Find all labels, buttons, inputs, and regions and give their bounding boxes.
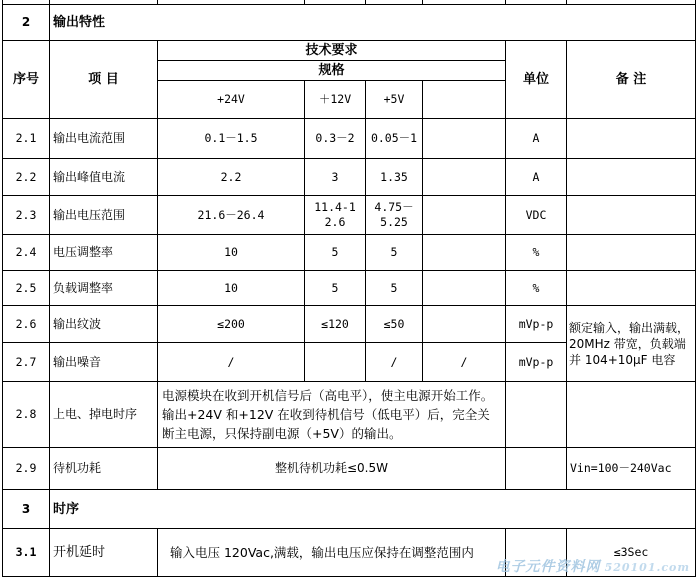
table-row — [3, 235, 696, 271]
table-row — [3, 382, 696, 448]
standby-power-spec: 整机待机功耗≤0.5W — [158, 448, 506, 490]
value-24v: ≤200 — [158, 306, 305, 343]
spec-table — [2, 0, 696, 577]
value-5v: 4.75－5.25 — [366, 196, 423, 235]
value-extra: / — [423, 343, 506, 382]
value-24v: 0.1－1.5 — [158, 119, 305, 159]
row-unit: VDC — [506, 196, 567, 235]
value-empty — [423, 271, 506, 306]
row-number: 2.7 — [3, 343, 50, 382]
value-12v: 5 — [305, 235, 366, 271]
header-spec: 规格 — [158, 61, 506, 81]
startup-delay-description: 输入电压 120Vac,满载，输出电压应保持在调整范围内 — [158, 529, 506, 577]
value-empty — [423, 159, 506, 196]
ripple-noise-remark: 额定输入，输出满载，20MHz 带宽，负载端并 104+10μF 电容 — [567, 306, 696, 382]
value-12v: 3 — [305, 159, 366, 196]
value-5v: 1.35 — [366, 159, 423, 196]
value-empty — [423, 196, 506, 235]
row-number: 2.2 — [3, 159, 50, 196]
row-item: 输出纹波 — [50, 306, 158, 343]
section-title: 时序 — [50, 490, 696, 529]
value-empty — [423, 306, 506, 343]
row-item: 输出噪音 — [50, 343, 158, 382]
row-remark — [567, 119, 696, 159]
row-item: 负载调整率 — [50, 271, 158, 306]
value-12v: 11.4-12.6 — [305, 196, 366, 235]
row-unit: A — [506, 119, 567, 159]
header-tech: 技术要求 — [158, 41, 506, 61]
row-unit: mVp-p — [506, 306, 567, 343]
table-row — [3, 306, 696, 343]
row-item: 待机功耗 — [50, 448, 158, 490]
value-24v: / — [158, 343, 305, 382]
row-number: 2.8 — [3, 382, 50, 448]
row-item: 输出电压范围 — [50, 196, 158, 235]
row-remark — [567, 271, 696, 306]
row-unit: mVp-p — [506, 343, 567, 382]
row-unit: A — [506, 159, 567, 196]
value-12v: 0.3－2 — [305, 119, 366, 159]
header-unit: 单位 — [506, 41, 567, 119]
header-row-1 — [3, 41, 696, 61]
row-remark — [567, 196, 696, 235]
value-12v — [305, 343, 366, 382]
row-remark — [567, 235, 696, 271]
timing-description: 电源模块在收到开机信号后（高电平），使主电源开始工作。输出+24V 和+12V 在收到待机信号（低电平）后，完全关断主电源，只保持副电源（+5V）的输出。 — [158, 382, 506, 448]
row-unit: % — [506, 271, 567, 306]
row-number: 2.3 — [3, 196, 50, 235]
section-number: 3 — [3, 490, 50, 529]
value-5v: ≤50 — [366, 306, 423, 343]
watermark-main: 电子元件资料网 — [495, 559, 601, 575]
value-12v: ≤120 — [305, 306, 366, 343]
table-row — [3, 159, 696, 196]
row-number: 2.4 — [3, 235, 50, 271]
value-24v: 21.6－26.4 — [158, 196, 305, 235]
row-item: 电压调整率 — [50, 235, 158, 271]
table-row — [3, 196, 696, 235]
value-empty — [423, 235, 506, 271]
row-unit — [506, 448, 567, 490]
watermark-sub: 520101.com — [604, 561, 690, 574]
row-number: 3.1 — [3, 529, 50, 577]
header-v5: +5V — [366, 81, 423, 119]
value-12v: 5 — [305, 271, 366, 306]
value-24v: 10 — [158, 235, 305, 271]
value-5v: 5 — [366, 271, 423, 306]
header-remark: 备 注 — [567, 41, 696, 119]
startup-delay-spec: ≤3Sec — [567, 529, 696, 577]
header-v12: ＋12V — [305, 81, 366, 119]
header-seq: 序号 — [3, 41, 50, 119]
table-row — [3, 271, 696, 306]
site-watermark — [496, 556, 690, 576]
row-number: 2.5 — [3, 271, 50, 306]
row-unit: % — [506, 235, 567, 271]
row-item: 输出电流范围 — [50, 119, 158, 159]
row-remark — [567, 382, 696, 448]
row-unit — [506, 382, 567, 448]
section-number: 2 — [3, 5, 50, 41]
table-row — [3, 448, 696, 490]
value-empty — [423, 119, 506, 159]
row-item: 输出峰值电流 — [50, 159, 158, 196]
row-number: 2.9 — [3, 448, 50, 490]
value-5v: / — [366, 343, 423, 382]
row-item: 开机延时 — [50, 529, 158, 577]
value-5v: 5 — [366, 235, 423, 271]
value-5v: 0.05－1 — [366, 119, 423, 159]
row-item: 上电、掉电时序 — [50, 382, 158, 448]
header-v24: +24V — [158, 81, 305, 119]
value-24v: 2.2 — [158, 159, 305, 196]
standby-remark: Vin=100－240Vac — [567, 448, 696, 490]
section-3-row — [3, 490, 696, 529]
row-number: 2.6 — [3, 306, 50, 343]
section-title: 输出特性 — [50, 5, 696, 41]
header-item: 项 目 — [50, 41, 158, 119]
header-empty — [423, 81, 506, 119]
row-remark — [567, 159, 696, 196]
row-number: 2.1 — [3, 119, 50, 159]
value-24v: 10 — [158, 271, 305, 306]
section-2-row — [3, 5, 696, 41]
table-row — [3, 119, 696, 159]
